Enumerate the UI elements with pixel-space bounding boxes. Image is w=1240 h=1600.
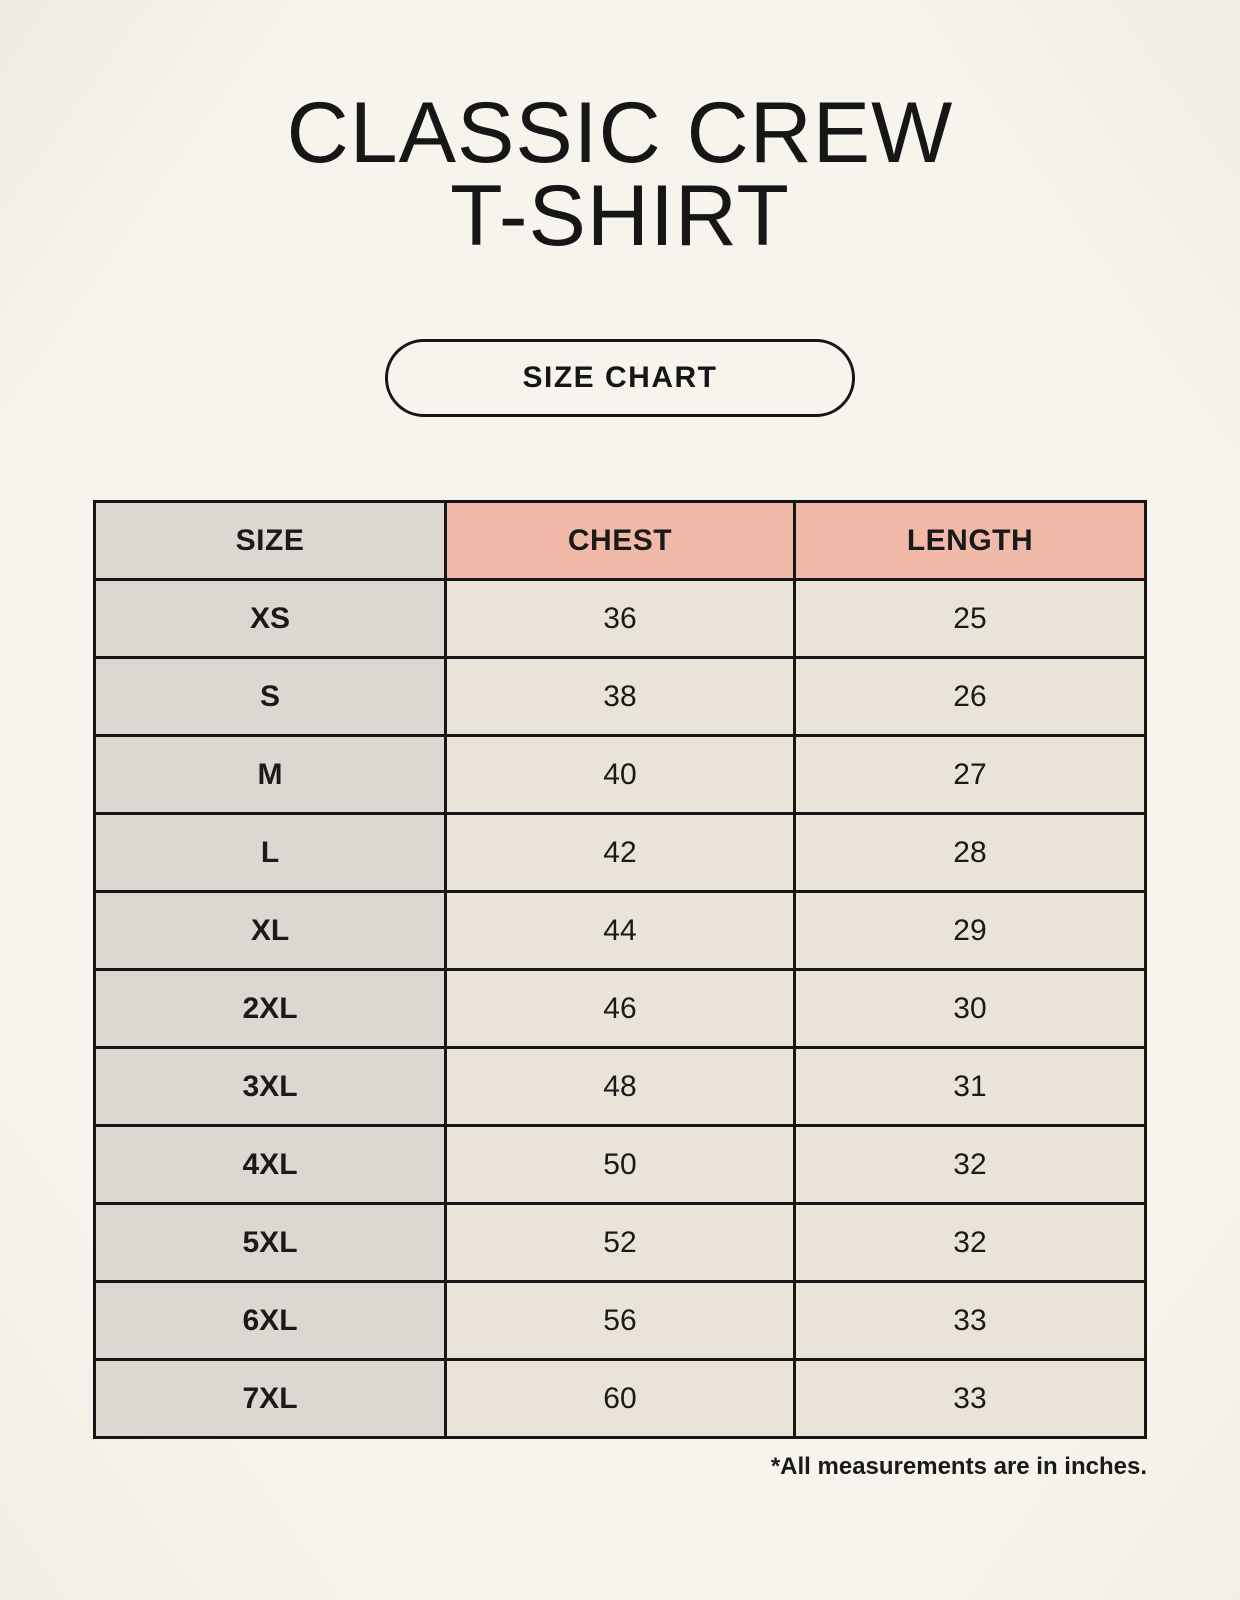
measurements-footnote: *All measurements are in inches. [770,1453,1147,1481]
size-table-header [95,502,1146,580]
table-row [95,658,1146,736]
size-cell: 3XL [95,1048,446,1126]
size-cell: XS [95,580,446,658]
table-row [95,1048,1146,1126]
length-cell: 30 [794,970,1145,1048]
chest-cell: 48 [446,1048,795,1126]
column-header-length: LENGTH [794,502,1145,580]
table-row [95,970,1146,1048]
size-cell: 4XL [95,1126,446,1204]
length-cell: 26 [794,658,1145,736]
size-cell: M [95,736,446,814]
table-row [95,1360,1146,1438]
length-cell: 28 [794,814,1145,892]
table-row [95,892,1146,970]
length-cell: 31 [794,1048,1145,1126]
size-chart-button[interactable]: SIZE CHART [385,339,855,417]
size-cell: 2XL [95,970,446,1048]
page-title-line1: CLASSIC CREW [286,85,954,181]
length-cell: 25 [794,580,1145,658]
size-cell: 6XL [95,1282,446,1360]
size-table-body [95,580,1146,1438]
chest-cell: 56 [446,1282,795,1360]
chest-cell: 52 [446,1204,795,1282]
length-cell: 33 [794,1282,1145,1360]
page-title [0,0,1240,264]
chest-cell: 46 [446,970,795,1048]
page-title-line2: T-SHIRT [450,167,790,264]
size-cell: L [95,814,446,892]
length-cell: 33 [794,1360,1145,1438]
size-cell: 7XL [95,1360,446,1438]
length-cell: 29 [794,892,1145,970]
chest-cell: 42 [446,814,795,892]
table-row [95,1282,1146,1360]
header-row [95,502,1146,580]
length-cell: 32 [794,1204,1145,1282]
length-cell: 27 [794,736,1145,814]
size-cell: XL [95,892,446,970]
column-header-size: SIZE [95,502,446,580]
chest-cell: 44 [446,892,795,970]
size-cell: 5XL [95,1204,446,1282]
chest-cell: 40 [446,736,795,814]
chest-cell: 38 [446,658,795,736]
table-row [95,814,1146,892]
table-row [95,580,1146,658]
length-cell: 32 [794,1126,1145,1204]
table-row [95,1126,1146,1204]
size-cell: S [95,658,446,736]
chest-cell: 60 [446,1360,795,1438]
chest-cell: 50 [446,1126,795,1204]
size-table-container [93,500,1147,1439]
chest-cell: 36 [446,580,795,658]
table-row [95,736,1146,814]
table-row [95,1204,1146,1282]
column-header-chest: CHEST [446,502,795,580]
size-table [93,500,1147,1439]
